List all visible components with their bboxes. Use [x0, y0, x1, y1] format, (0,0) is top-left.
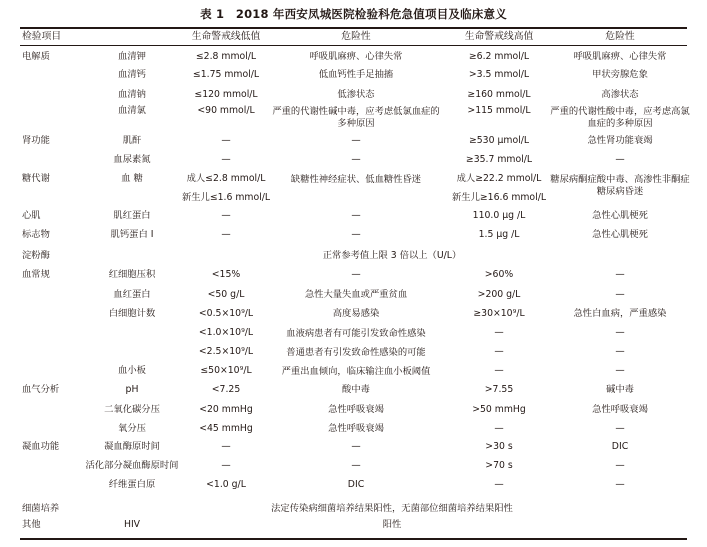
cell-high-risk: 碱中毒: [606, 384, 634, 395]
cell-sub: 血小板: [118, 365, 146, 376]
cell-cat: 血气分析: [22, 384, 60, 395]
cell-high: >7.55: [484, 384, 514, 395]
cell-high-risk: —: [615, 365, 625, 376]
cell-high-risk: 急性心肌梗死: [592, 229, 648, 240]
table-row: [0, 270, 707, 288]
cell-sub: HIV: [123, 519, 141, 530]
cell-low-risk: —: [351, 229, 361, 240]
table-row: [0, 193, 707, 211]
cell-sub: 活化部分凝血酶原时间: [85, 460, 179, 471]
cell-low: ≤50×10⁹/L: [200, 365, 252, 376]
cell-high: —: [494, 479, 504, 490]
cell-low: ≤1.75 mmol/L: [192, 69, 260, 80]
cell-high-risk: 呼吸肌麻痹、心律失常: [573, 51, 667, 62]
cell-low: <20 mmHg: [199, 404, 253, 415]
cell-low: <1.0×10⁹/L: [198, 327, 254, 338]
cell-high-risk: 高渗状态: [601, 89, 639, 100]
cell-high-risk: 糖尿病酮症酸中毒、高渗性非酮症糖尿病昏迷: [550, 174, 690, 197]
cell-high: >30 s: [485, 441, 513, 452]
table-row: [0, 52, 707, 70]
cell-high: ≥35.7 mmol/L: [465, 154, 533, 165]
cell-sub: 纤维蛋白原: [108, 479, 156, 490]
cell-low: <45 mmHg: [199, 423, 253, 434]
cell-low: —: [221, 229, 231, 240]
cell-sub: 氧分压: [118, 423, 146, 434]
cell-low: —: [221, 441, 231, 452]
cell-sub: 肌酐: [122, 135, 142, 146]
cell-cat: 其他: [22, 519, 41, 530]
cell-low: <15%: [211, 269, 241, 280]
bottom-rule: [20, 538, 687, 540]
cell-sub: 红细胞压积: [108, 269, 156, 280]
cell-sub: 肌钙蛋白 I: [110, 229, 154, 240]
cell-high-risk: DIC: [611, 441, 629, 452]
cell-low-risk: 急性呼吸衰竭: [328, 423, 384, 434]
cell-low-risk: DIC: [347, 479, 365, 490]
table-row: [0, 520, 707, 538]
cell-high: 1.5 μg /L: [478, 229, 520, 240]
cell-span-note: 正常参考值上限 3 倍以上（U/L）: [322, 250, 462, 261]
table-row: [0, 424, 707, 442]
cell-sub: 血红蛋白: [113, 289, 151, 300]
table-title: 表 1 2018 年西安凤城医院检验科危急值项目及临床意义: [200, 7, 507, 21]
table-row: [0, 461, 707, 479]
cell-low-risk: 普通患者有引发致命性感染的可能: [286, 347, 426, 358]
cell-high-risk: 急性肾功能衰竭: [587, 135, 653, 146]
cell-sub: 血清钙: [118, 69, 146, 80]
cell-sub: 肌红蛋白: [113, 210, 151, 221]
cell-sub: 白细胞计数: [108, 308, 156, 319]
cell-high-risk: —: [615, 289, 625, 300]
cell-low-risk: —: [351, 154, 361, 165]
cell-high: >60%: [484, 269, 514, 280]
table-header: [0, 31, 707, 49]
cell-high-risk: 急性心肌梗死: [592, 210, 648, 221]
cell-span-note: 法定传染病细菌培养结果阳性，无菌部位细菌培养结果阳性: [271, 503, 513, 514]
cell-high-risk: —: [615, 327, 625, 338]
cell-low-risk: —: [351, 210, 361, 221]
cell-high-risk: 严重的代谢性酸中毒，应考虑高氯血症的多种原因: [550, 106, 690, 129]
cell-cat: 淀粉酶: [22, 250, 50, 261]
header-low-limit: 生命警戒线低值: [191, 31, 261, 42]
cell-low-risk: —: [351, 135, 361, 146]
cell-sub: 血尿素氮: [113, 154, 151, 165]
cell-low: <2.5×10⁹/L: [198, 346, 254, 357]
cell-high-risk: —: [615, 154, 625, 165]
cell-low-risk: 酸中毒: [342, 384, 370, 395]
table-row: [0, 70, 707, 88]
cell-sub: pH: [125, 384, 139, 395]
cell-cat: 血常规: [22, 269, 50, 280]
cell-low-risk: 低血钙性手足抽搐: [318, 69, 394, 80]
cell-low: ≤120 mmol/L: [194, 89, 258, 100]
cell-span-note: 阳性: [382, 519, 402, 530]
cell-low-risk: 急性大量失血或严重贫血: [304, 289, 408, 300]
cell-cat: 电解质: [22, 51, 50, 62]
cell-low: <7.25: [211, 384, 241, 395]
cell-high: >70 s: [485, 460, 513, 471]
cell-low: —: [221, 460, 231, 471]
cell-high: ≥6.2 mmol/L: [468, 51, 530, 62]
table-row: [0, 173, 707, 197]
cell-high: —: [494, 327, 504, 338]
table-row: [0, 347, 707, 365]
cell-sub: 凝血酶原时间: [104, 441, 160, 452]
cell-cat: 心肌: [22, 210, 41, 221]
cell-low: <0.5×10⁹/L: [198, 308, 254, 319]
cell-high: —: [494, 365, 504, 376]
cell-high-risk: 甲状旁腺危象: [592, 69, 648, 80]
header-high-limit: 生命警戒线高值: [464, 31, 534, 42]
table-row: [0, 211, 707, 229]
cell-high: ≥30×10⁹/L: [473, 308, 525, 319]
cell-low: <1.0 g/L: [206, 479, 246, 490]
cell-low-risk: —: [351, 269, 361, 280]
cell-high: >200 g/L: [477, 289, 521, 300]
cell-sub: 血 糖: [121, 173, 143, 184]
cell-low-risk: 严重的代谢性碱中毒，应考虑低氯血症的多种原因: [272, 106, 440, 129]
cell-low: 成人≤2.8 mmol/L: [186, 173, 266, 184]
cell-cat: 细菌培养: [22, 503, 60, 514]
table-row: [0, 366, 707, 384]
cell-low: —: [221, 135, 231, 146]
cell-high-risk: 急性白血病，严重感染: [573, 308, 667, 319]
cell-low: ≤2.8 mmol/L: [195, 51, 257, 62]
cell-low: —: [221, 154, 231, 165]
table-row: [0, 290, 707, 308]
cell-high-risk: —: [615, 460, 625, 471]
cell-low-risk: —: [351, 441, 361, 452]
cell-sub: 血清氯: [118, 105, 146, 116]
table-row: [0, 230, 707, 248]
table-row: [0, 480, 707, 498]
table-row: [0, 155, 707, 173]
cell-low-risk: 高度易感染: [332, 308, 380, 319]
cell-high: 成人≥22.2 mmol/L: [456, 173, 542, 184]
cell-low: <50 g/L: [207, 289, 245, 300]
cell-high: 110.0 μg /L: [472, 210, 526, 221]
header-low-risk: 危险性: [341, 31, 371, 42]
header-high-risk: 危险性: [605, 31, 635, 42]
cell-high-risk: —: [615, 423, 625, 434]
table-row: [0, 442, 707, 460]
cell-high-risk: —: [615, 479, 625, 490]
cell-low-risk: 严重出血倾向，临床输注血小板阈值: [281, 366, 431, 377]
cell-low-risk: 低渗状态: [337, 89, 375, 100]
table-row: [0, 328, 707, 346]
table-row: [0, 309, 707, 327]
header-item: 检验项目: [22, 31, 62, 42]
cell-high: —: [494, 346, 504, 357]
cell-high: >3.5 mmol/L: [468, 69, 530, 80]
top-rule: [20, 27, 687, 29]
cell-low-risk: —: [351, 460, 361, 471]
cell-low-risk: 血液病患者有可能引发致命性感染: [286, 328, 426, 339]
cell-cat: 标志物: [22, 229, 50, 240]
cell-low: 新生儿≤1.6 mmol/L: [181, 192, 271, 203]
cell-low-risk: 急性呼吸衰竭: [328, 404, 384, 415]
cell-high-risk: 急性呼吸衰竭: [592, 404, 648, 415]
cell-low: —: [221, 210, 231, 221]
cell-sub: 二氧化碳分压: [104, 404, 160, 415]
cell-high: >115 mmol/L: [467, 105, 531, 116]
cell-low: <90 mmol/L: [197, 105, 255, 116]
cell-high: ≥160 mmol/L: [467, 89, 531, 100]
table-row: [0, 136, 707, 154]
cell-high-risk: —: [615, 346, 625, 357]
cell-high: ≥530 μmol/L: [468, 135, 530, 146]
cell-low-risk: 呼吸肌麻痹、心律失常: [309, 51, 403, 62]
table-row: [0, 106, 707, 132]
table-row: [0, 385, 707, 403]
cell-high: >50 mmHg: [472, 404, 526, 415]
cell-high-risk: —: [615, 269, 625, 280]
table-row: [0, 251, 707, 269]
cell-sub: 血清钾: [118, 51, 146, 62]
cell-high: 新生儿≥16.6 mmol/L: [451, 192, 547, 203]
table-row: [0, 90, 707, 106]
header-rule: [20, 45, 687, 46]
cell-cat: 凝血功能: [22, 441, 60, 452]
cell-low-risk: 缺糖性神经症状、低血糖性昏迷: [290, 174, 422, 185]
cell-cat: 糖代谢: [22, 173, 50, 184]
cell-sub: 血清钠: [118, 89, 146, 100]
cell-cat: 肾功能: [22, 135, 50, 146]
table-row: [0, 405, 707, 423]
cell-high: —: [494, 423, 504, 434]
